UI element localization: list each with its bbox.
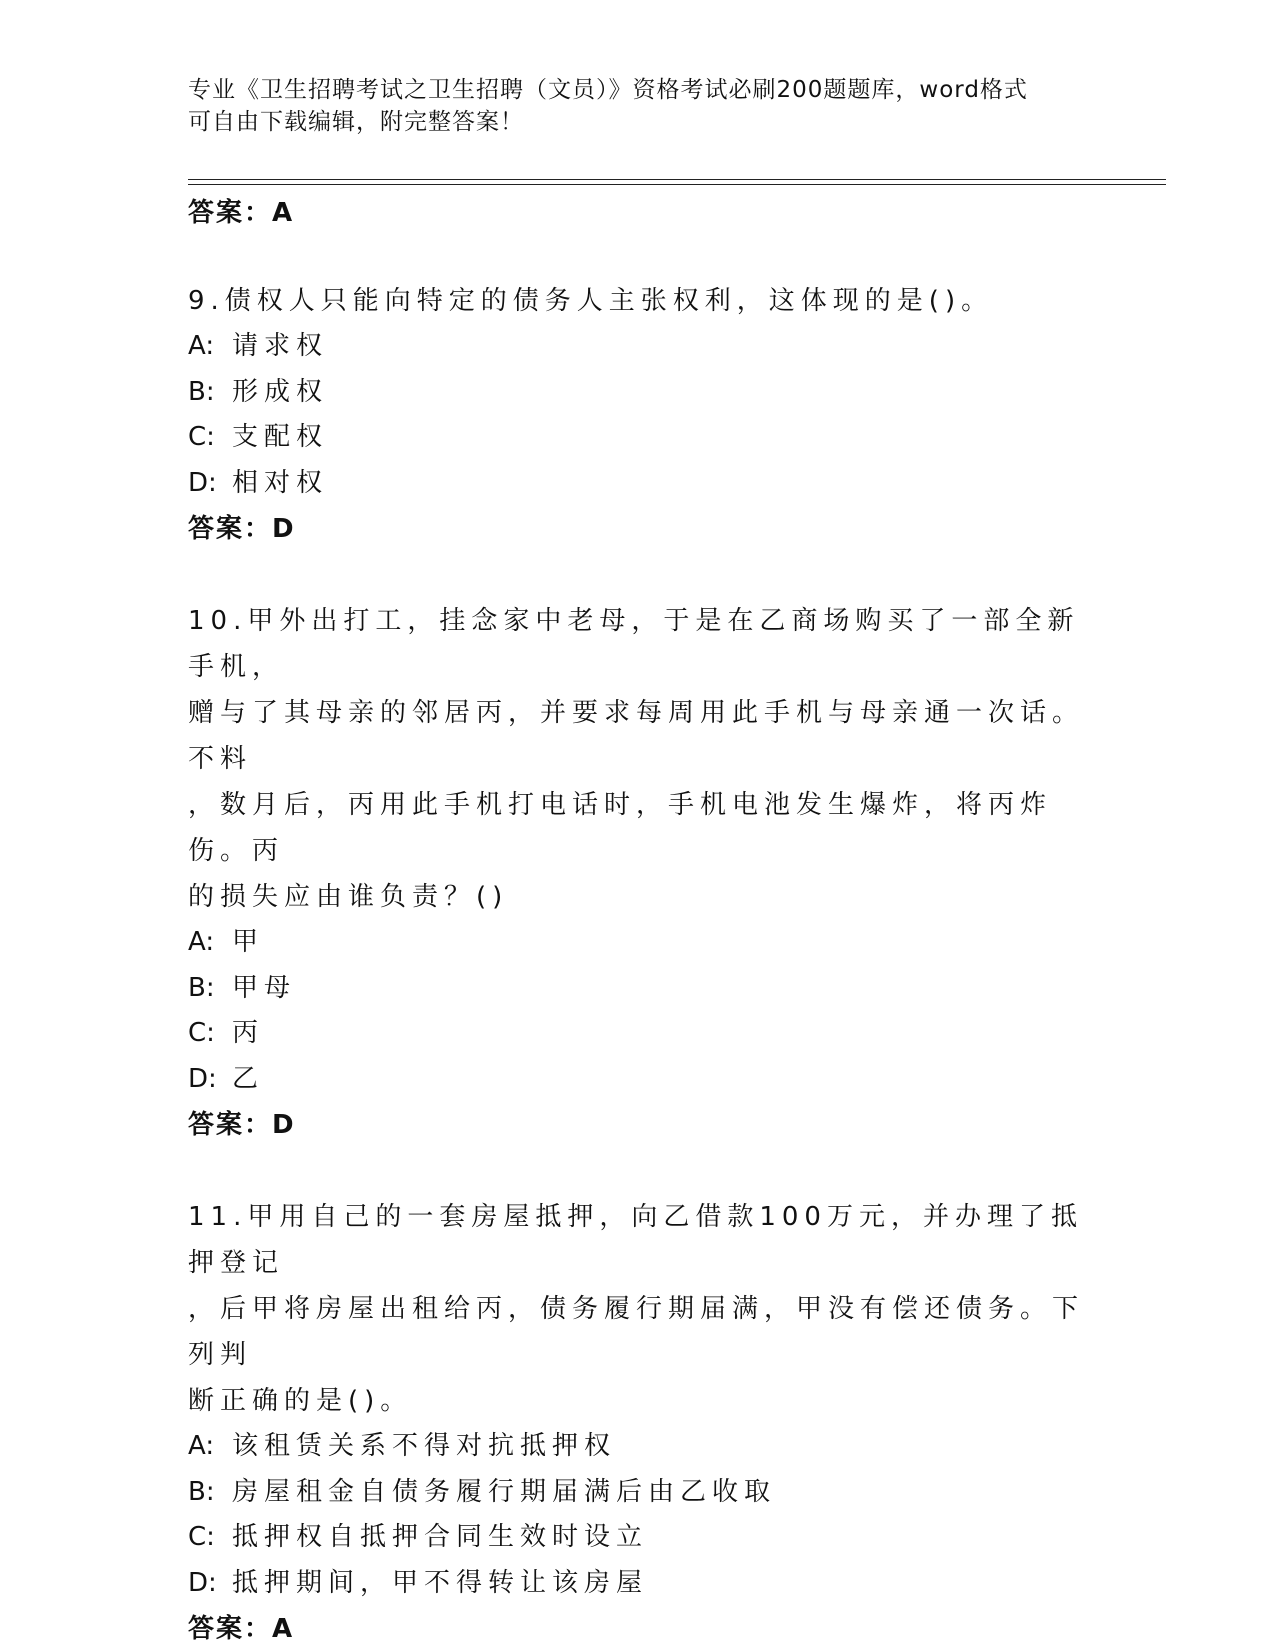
option-text: 支配权 xyxy=(232,422,329,452)
option-key: C: xyxy=(188,1018,215,1048)
question-stem-line: 9.债权人只能向特定的债务人主张权利，这体现的是()。 xyxy=(188,286,994,316)
option-key: B: xyxy=(188,376,215,407)
option-text: 请求权 xyxy=(232,331,329,361)
header-line-1: 专业《卫生招聘考试之卫生招聘（文员）》资格考试必刷200题题库，word格式 xyxy=(188,77,1028,103)
option-key: A: xyxy=(188,331,215,361)
question-stem-line: 11.甲用自己的一套房屋抵押，向乙借款100万元，并办理了抵押登记 xyxy=(188,1202,1083,1278)
option-a xyxy=(188,1424,1088,1470)
option-text: 丙 xyxy=(232,1018,265,1048)
option-key: B: xyxy=(188,972,215,1003)
option-text: 甲母 xyxy=(232,972,297,1003)
option-d xyxy=(188,461,1088,507)
question-list xyxy=(188,188,1088,1652)
option-c xyxy=(188,1011,1088,1057)
option-text: 乙 xyxy=(232,1063,265,1094)
option-text: 形成权 xyxy=(232,376,329,407)
option-key: A: xyxy=(188,1431,215,1461)
prior-answer: 答案：A xyxy=(188,198,295,228)
option-d xyxy=(188,1057,1088,1103)
answer-line: 答案：A xyxy=(188,1614,295,1644)
header-divider-thick xyxy=(188,179,1166,180)
option-text: 该租赁关系不得对抗抵押权 xyxy=(232,1431,617,1461)
header-divider-thin xyxy=(188,184,1166,185)
option-b xyxy=(188,966,1088,1012)
question-stem-line: 的损失应由谁负责？() xyxy=(188,882,509,912)
header-line-2: 可自由下载编辑，附完整答案！ xyxy=(188,109,524,135)
option-c xyxy=(188,1515,1088,1561)
option-key: C: xyxy=(188,1522,215,1552)
answer-line: 答案：D xyxy=(188,1110,296,1140)
option-text: 甲 xyxy=(232,927,265,957)
question-10 xyxy=(188,598,1088,1148)
question-stem-line: 赠与了其母亲的邻居丙，并要求每周用此手机与母亲通一次话。不料 xyxy=(188,698,1085,774)
option-key: D: xyxy=(188,467,217,498)
option-b xyxy=(188,1470,1088,1516)
answer-line: 答案：D xyxy=(188,514,296,544)
question-9 xyxy=(188,278,1088,552)
option-a xyxy=(188,920,1088,966)
option-b xyxy=(188,370,1088,416)
option-text: 房屋租金自债务履行期届满后由乙收取 xyxy=(232,1476,777,1507)
option-a xyxy=(188,324,1088,370)
question-11 xyxy=(188,1194,1088,1652)
question-stem-line: 断正确的是()。 xyxy=(188,1386,413,1416)
option-key: D: xyxy=(188,1567,217,1598)
option-text: 相对权 xyxy=(232,467,329,498)
question-stem-line: 10.甲外出打工，挂念家中老母，于是在乙商场购买了一部全新手机， xyxy=(188,606,1080,682)
option-d xyxy=(188,1561,1088,1607)
document-header xyxy=(188,74,1068,138)
option-text: 抵押期间，甲不得转让该房屋 xyxy=(232,1567,649,1598)
option-text: 抵押权自抵押合同生效时设立 xyxy=(232,1522,649,1552)
option-key: A: xyxy=(188,927,215,957)
question-stem-line: ，数月后，丙用此手机打电话时，手机电池发生爆炸，将丙炸伤。丙 xyxy=(188,790,1053,866)
option-key: B: xyxy=(188,1476,215,1507)
option-key: C: xyxy=(188,422,215,452)
question-stem-line: ，后甲将房屋出租给丙，债务履行期届满，甲没有偿还债务。下列判 xyxy=(188,1294,1085,1370)
option-key: D: xyxy=(188,1063,217,1094)
option-c xyxy=(188,415,1088,461)
